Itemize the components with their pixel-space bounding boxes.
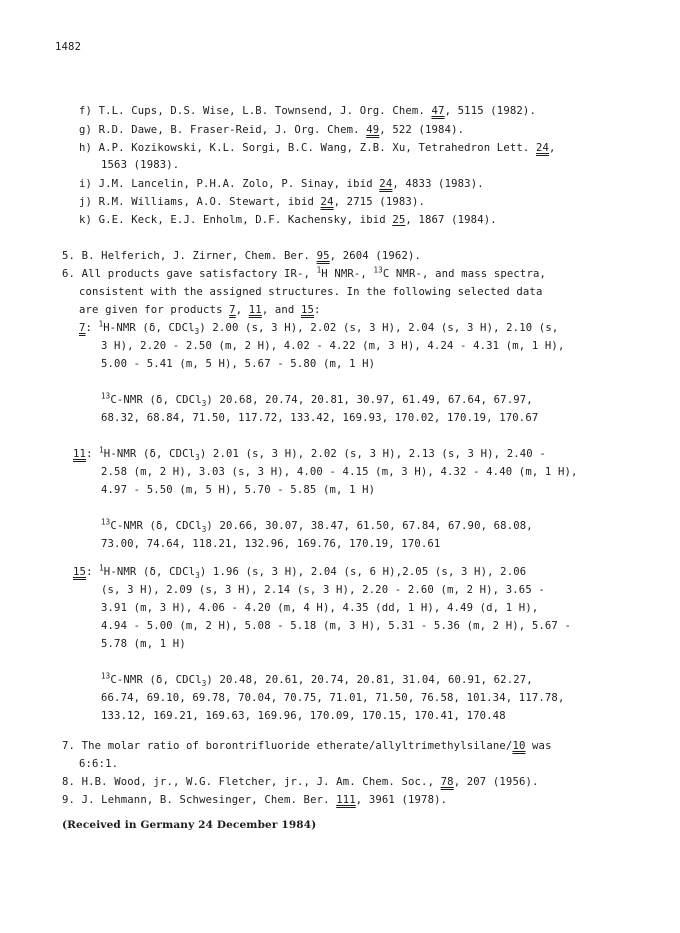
product-7-h-nmr-line1: 7: $^1$H-NMR (δ, CDCl$_3$) 2.00 (s, 3 H), 2.02 (s, 3 H), 2.04 (s, 3 H), 2.10 (s,	[79, 319, 559, 337]
reference-9: 9. J. Lehmann, B. Schwesinger, Chem. Ber. 111, 3961 (1978).	[62, 794, 448, 806]
product-7-h-nmr-line3: 5.00 - 5.41 (m, 5 H), 5.67 - 5.80 (m, 1 H)	[101, 358, 376, 370]
reference-4h-cont: 1563 (1983).	[101, 159, 180, 171]
product-7-c-nmr-line2: 68.32, 68.84, 71.50, 117.72, 133.42, 169.93, 170.02, 170.19, 170.67	[101, 412, 539, 424]
product-15-h-nmr-line1: 15: $^1$H-NMR (δ, CDCl$_3$) 1.96 (s, 3 H), 2.04 (s, 6 H),2.05 (s, 3 H), 2.06	[73, 563, 527, 581]
product-7-c-nmr-line1: $^{13}$C-NMR (δ, CDCl$_3$) 20.68, 20.74, 20.81, 30.97, 61.49, 67.64, 67.97,	[101, 391, 533, 409]
reference-6-line2: consistent with the assigned structures. In the following selected data	[79, 286, 543, 298]
reference-4k: k) G.E. Keck, E.J. Enholm, D.F. Kachensky, ibid 25, 1867 (1984).	[79, 214, 497, 226]
product-15-c-nmr-line1: $^{13}$C-NMR (δ, CDCl$_3$) 20.48, 20.61, 20.74, 20.81, 31.04, 60.91, 62.27,	[101, 671, 533, 689]
reference-4j: j) R.M. Williams, A.O. Stewart, ibid 24, 2715 (1983).	[79, 196, 426, 208]
page-number: 1482	[55, 41, 82, 53]
reference-4h: h) A.P. Kozikowski, K.L. Sorgi, B.C. Wang, Z.B. Xu, Tetrahedron Lett. 24,	[79, 142, 556, 154]
product-15-h-nmr-line2: (s, 3 H), 2.09 (s, 3 H), 2.14 (s, 3 H), 2.20 - 2.60 (m, 2 H), 3.65 -	[101, 584, 545, 596]
product-11-h-nmr-line2: 2.58 (m, 2 H), 3.03 (s, 3 H), 4.00 - 4.15 (m, 3 H), 4.32 - 4.40 (m, 1 H),	[101, 466, 578, 478]
product-11-c-nmr-line1: $^{13}$C-NMR (δ, CDCl$_3$) 20.66, 30.07, 38.47, 61.50, 67.84, 67.90, 68.08,	[101, 517, 533, 535]
product-15-h-nmr-line5: 5.78 (m, 1 H)	[101, 638, 186, 650]
product-11-c-nmr-line2: 73.00, 74.64, 118.21, 132.96, 169.76, 170.19, 170.61	[101, 538, 441, 550]
product-15-c-nmr-line3: 133.12, 169.21, 169.63, 169.96, 170.09, 170.15, 170.41, 170.48	[101, 710, 506, 722]
reference-8: 8. H.B. Wood, jr., W.G. Fletcher, jr., J. Am. Chem. Soc., 78, 207 (1956).	[62, 776, 539, 788]
product-7-h-nmr-line2: 3 H), 2.20 - 2.50 (m, 2 H), 4.02 - 4.22 (m, 3 H), 4.24 - 4.31 (m, 1 H),	[101, 340, 565, 352]
received-date: (Received in Germany 24 December 1984)	[62, 819, 317, 831]
reference-6-line1: 6. All products gave satisfactory IR-, $^1$H NMR-, $^{13}$C NMR-, and mass spectra,	[62, 265, 547, 280]
reference-4f: f) T.L. Cups, D.S. Wise, L.B. Townsend, J. Org. Chem. 47, 5115 (1982).	[79, 105, 536, 117]
reference-4g: g) R.D. Dawe, B. Fraser-Reid, J. Org. Chem. 49, 522 (1984).	[79, 124, 465, 136]
reference-7-line1: 7. The molar ratio of borontrifluoride etherate/allyltrimethylsilane/10 was	[62, 740, 552, 752]
reference-4i: i) J.M. Lancelin, P.H.A. Zolo, P. Sinay, ibid 24, 4833 (1983).	[79, 178, 484, 190]
reference-6-line3: are given for products 7, 11, and 15:	[79, 304, 321, 316]
product-11-h-nmr-line3: 4.97 - 5.50 (m, 5 H), 5.70 - 5.85 (m, 1 H)	[101, 484, 376, 496]
product-15-h-nmr-line4: 4.94 - 5.00 (m, 2 H), 5.08 - 5.18 (m, 3 H), 5.31 - 5.36 (m, 2 H), 5.67 -	[101, 620, 572, 632]
product-15-c-nmr-line2: 66.74, 69.10, 69.78, 70.04, 70.75, 71.01, 71.50, 76.58, 101.34, 117.78,	[101, 692, 565, 704]
product-11-h-nmr-line1: 11: $^1$H-NMR (δ, CDCl$_3$) 2.01 (s, 3 H), 2.02 (s, 3 H), 2.13 (s, 3 H), 2.40 -	[73, 445, 546, 463]
product-15-h-nmr-line3: 3.91 (m, 3 H), 4.06 - 4.20 (m, 4 H), 4.35 (dd, 1 H), 4.49 (d, 1 H),	[101, 602, 539, 614]
reference-7-line2: 6:6:1.	[79, 758, 119, 770]
reference-5: 5. B. Helferich, J. Zirner, Chem. Ber. 95, 2604 (1962).	[62, 250, 422, 262]
